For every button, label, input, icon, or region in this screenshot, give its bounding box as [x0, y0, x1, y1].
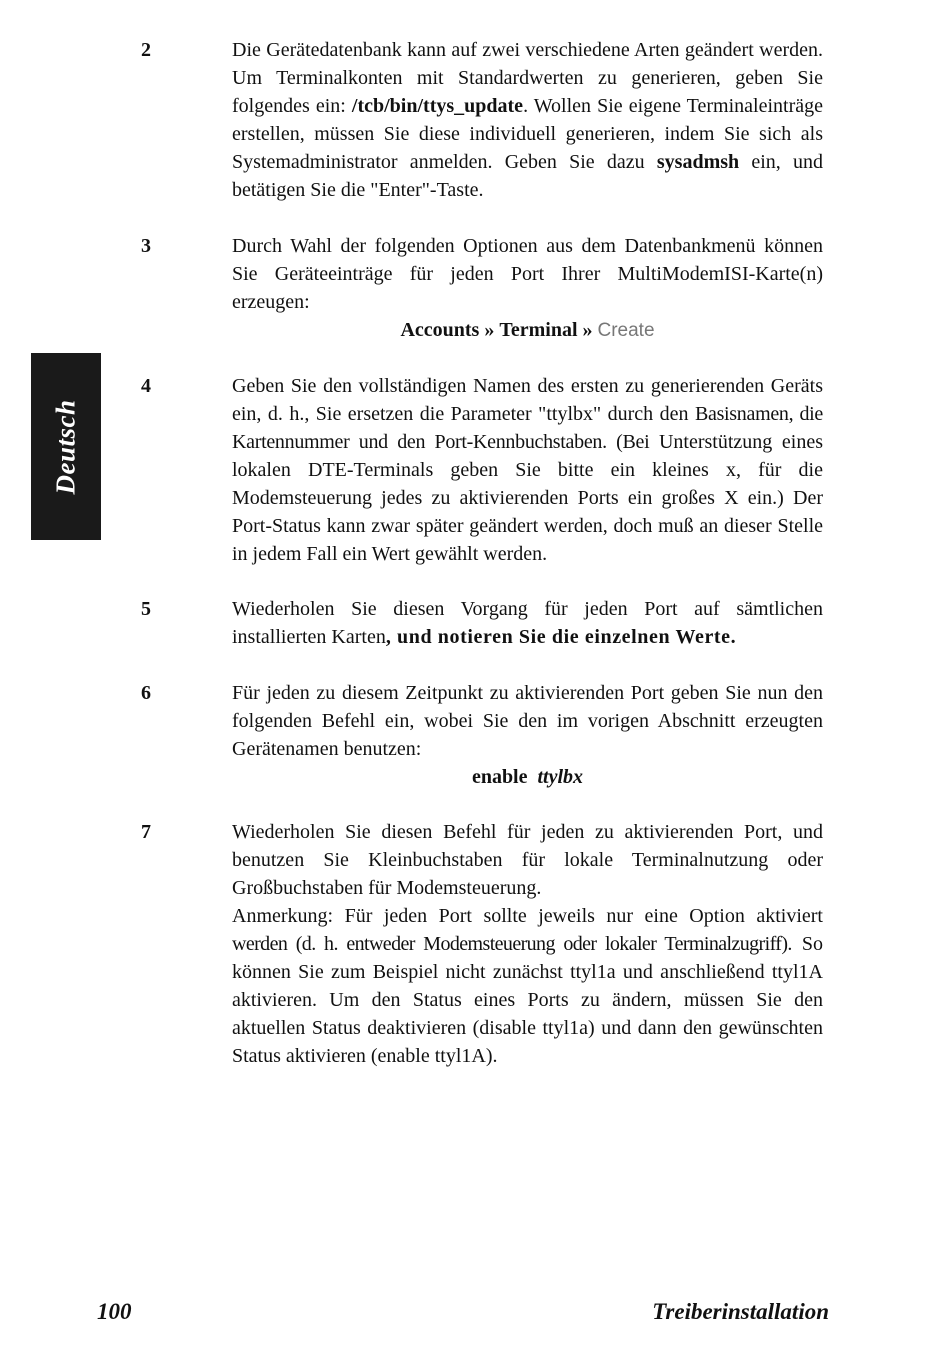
step-text	[232, 372, 823, 568]
step-3-text: Durch Wahl der folgenden Optionen aus dem Datenbankmenü können Sie Geräteeinträge für jeden Port Ihrer MultiModemISI-Karte(n) erzeugen:	[232, 235, 823, 313]
step-number: 5	[141, 598, 151, 620]
note-text-b: werden (d. h. entweder Modemsteuerung oder lokaler Terminalzugriff).	[232, 933, 792, 955]
step-text	[232, 232, 823, 345]
step-number: 3	[141, 235, 151, 257]
step-text	[232, 679, 823, 791]
step-7-note	[232, 902, 823, 1070]
step-4-text-a: Geben Sie den vollständigen Namen des ersten zu generierenden Geräts ein, d. h., Sie ersetzen die Parameter "ttylbx" durch den	[232, 375, 823, 425]
step-number: 6	[141, 682, 151, 704]
note-text-a: Anmerkung: Für jeden Port sollte jeweils nur eine Option aktiviert	[232, 905, 823, 927]
step-7-text: Wiederholen Sie diesen Befehl für jeden zu aktivierenden Port, und benutzen Sie Kleinbuchstaben für lokale Terminalnutzung oder Großbuchstaben für Modemsteuerung.	[232, 821, 823, 899]
enable-command-arg: ttylbx	[537, 766, 584, 788]
sysadmsh-command: sysadmsh	[656, 151, 740, 173]
page-number: 100	[97, 1299, 132, 1324]
step-2-text-part2: . Wollen Sie eigene Terminaleinträge erstellen, müssen Sie diese individuell generieren, indem Sie sich als Systemadministrator anmelden. Geben Sie dazu	[232, 95, 823, 173]
ttys-update-command: /tcb/bin/ttys_update	[351, 95, 524, 117]
menu-create: Create	[597, 320, 655, 341]
step-5-text: Wiederholen Sie diesen Vorgang für jeden Port auf sämtlichen installierten Karten	[232, 598, 823, 648]
step-text	[232, 36, 823, 204]
section-title: Treiberinstallation	[652, 1299, 829, 1324]
step-2-text-part3: ein, und betätigen Sie die "Enter"-Taste.	[232, 151, 824, 201]
step-number: 7	[141, 821, 151, 843]
menu-accounts: Accounts »	[400, 319, 495, 341]
step-5-bold-text: , und notieren Sie die einzelnen Werte.	[385, 626, 737, 648]
menu-path	[232, 316, 823, 345]
step-number: 2	[141, 39, 151, 61]
note-text-c: So können Sie zum Beispiel nicht zunächst ttyl1a und anschließend ttyl1A aktivieren. Um den Status eines Ports zu ändern, müssen Sie den aktuellen Status deaktivieren (disable ttyl1a) und dann den gewünschten Status aktivieren (enable ttyl1A).	[232, 933, 823, 1067]
step-4-text-b: Basisnamen, die Kartennummer und den Port-Kennbuchstaben. (Bei	[232, 403, 823, 453]
language-side-tab	[31, 353, 101, 540]
menu-terminal: Terminal »	[499, 319, 593, 341]
step-text	[232, 595, 823, 651]
enable-command: enable	[471, 766, 528, 788]
step-4-text-c: Unterstützung eines lokalen DTE-Terminals geben Sie bitte ein kleines x, für die Modemsteuerung jedes zu aktivierenden Ports ein großes X ein.) Der Port-Status kann zwar später geändert werden, doch muß an dieser Stelle in jedem Fall ein Wert gewählt werden.	[232, 431, 824, 565]
language-tab-label: Deutsch	[50, 398, 81, 495]
step-number: 4	[141, 375, 151, 397]
step-6-text: Für jeden zu diesem Zeitpunkt zu aktivierenden Port geben Sie nun den folgenden Befehl ein, wobei Sie den im vorigen Abschnitt erzeugten Gerätenamen benutzen:	[232, 682, 823, 760]
step-2-text-part1: Die Gerätedatenbank kann auf zwei verschiedene Arten geändert werden. Um Terminalkonten mit Standardwerten zu generieren, geben Sie folgendes ein:	[232, 39, 823, 117]
step-text	[232, 818, 823, 1070]
enable-command-line	[232, 763, 823, 791]
